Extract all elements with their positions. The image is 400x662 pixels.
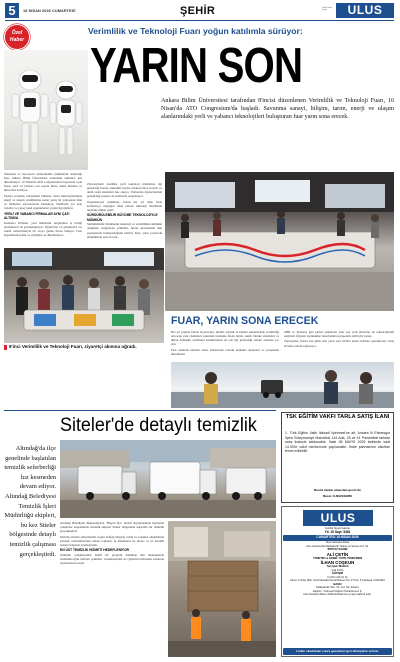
story1-caption — [4, 343, 164, 351]
story1-lead: Ankara Bilim Üniversitesi tarafından 8'incisi düzenlenen Verimlilik ve Teknoloji Fuarı, 16 Nisan'da ATO Congresium'da başladı. Savunma sanayi, bilişim, tarım, enerji ve ulaşım alanlarındaki yerli ve yabancı teknolojileri buluşturan fuar yarın sona erecek. — [161, 98, 394, 120]
imprint-distribution: Dağıtım: Turkuvaz Dağıtım Pazarlama A.Ş. — [312, 589, 363, 593]
imprint-editor-name: İLHAN COŞKUN — [320, 560, 355, 565]
story1-column-1 — [4, 172, 82, 237]
story1-headline: YARIN SON — [90, 39, 303, 93]
robots-photo — [4, 50, 88, 170]
brand-kicker: Günlük Siyasi Gazete — [322, 8, 332, 11]
story2-column-2 — [284, 330, 394, 348]
imprint-recycle-banner: Lütfen okuduktan sonra gazetenizi geri dönüşüme veriniz. — [283, 648, 392, 655]
imprint-news-label: Yazı İşleri Müdürü — [326, 565, 349, 568]
story3-headline: Siteler'de detaylı temizlik — [60, 414, 257, 436]
story1-column-2 — [87, 182, 162, 239]
fair-stand-photo — [165, 172, 394, 311]
story1-subhead: SÜRDÜRÜLEBİLİR BÜYÜME TEKNOLOJİYLE MÜMKÜN — [87, 213, 158, 222]
imprint-body — [283, 527, 392, 534]
imprint-publisher-label: İMTİYAZ SAHİBİ — [327, 548, 348, 551]
imprint-details — [283, 541, 392, 597]
imprint-publisher-name: ALİ ÇETİN — [326, 551, 349, 557]
story2-column-1 — [171, 330, 279, 356]
imprint-date: CUMARTESİ 18 NİSAN 2026 — [283, 535, 392, 541]
ad-title: TSK EĞİTİM VAKFI TARLA SATIŞ İLANI — [285, 414, 390, 420]
badge-line1: Özel — [11, 30, 23, 36]
story1-paragraph: Katılımcı firmalar, yeni ürünlerini sergilerken iş birliği görüşmeleri de gerçekleştiriyor. Öğrenciler ve girişimciler ise sektör temsilcileriyle bir araya gelme fırsatı buluyor. Fuar kapsamında panel ve söyleşiler de düzenleniyor. — [4, 220, 82, 237]
masthead-date: 18 NİSAN 2026 CUMARTESİ — [23, 9, 76, 13]
imprint-address: Adres: Kızılay Mah. Gazi Mustafa Kemal Bulvarı No: 27 Kat: 5 Çankaya / ANKARA — [290, 579, 385, 582]
masthead-rule — [5, 20, 394, 21]
badge-line2: Haber — [9, 37, 25, 43]
story1-subhead: YERLİ VE YABANCI FİRMALAR AYNI ÇATI ALTINDA — [4, 211, 70, 220]
page-number: 5 — [8, 3, 16, 18]
story2-paragraph: ABB ve Siemens gibi global şirketlerin yanı sıra yerli üreticiler de teknolojilerini sergiledi. Öğrenci toplulukları hazırladıkları projelerle ödül için yarıştı. — [284, 330, 394, 339]
imprint-ethics: Ulus Gazetesi Basın Ahlak Esaslarına uymayı taahhüt eder. — [303, 593, 372, 596]
story1-paragraph: Teknoloji ve inovasyon alanlarındaki yeniliklerin tanıtıldığı fuar, Ankara Bilim Üniversitesi tarafından sekizinci kez düzenleniyor. 16 Nisan'da ATO Congresium'da kapılarını açan fuara, yerli ve yabancı çok sayıda firma, kamu kurumu ve üniversite katılıyor. — [4, 172, 82, 193]
imprint-owner-label: Ulus Gazetesi Adına — [325, 541, 350, 544]
story3-paragraph: Mobilya üretim atölyelerinin yoğun olduğu bölgede cadde ve sokaklar süpürülerek yıkandı, kaldırımlardaki atıklar toplandı. İş makineleri ile moloz ve iri hacimli atıklar bölgeden uzaklaştırıldı. — [60, 534, 164, 547]
trucks-photo — [60, 440, 276, 518]
story3-paragraph: Temizlik çalışmalarının belirli bir program dahilinde tüm mahallelerde sürdürüleceğini belirten yetkililer, vatandaşlardan da çöplerini belirlenen saatlerde çıkarmalarını istedi. — [60, 553, 164, 566]
imprint-news-name: Çağ KAYA — [331, 568, 344, 572]
cleanup-workers-photo — [168, 521, 276, 657]
story3-paragraph: Altındağ Belediyesi Başkanlığı'nın "Hijyen İlçe" hedefi doğrultusunda başlatılan çalışmalar kapsamında temizlik ekipleri Siteler bölgesinde kapsamlı bir temizlik gerçekleştirdi. — [60, 521, 164, 534]
imprint-phone: 0 (312) 419 21 21 — [327, 575, 348, 579]
caption-marker — [4, 345, 7, 350]
ad-footer-line1: Resmi ilanlar www.ilan.gov.tr'de — [314, 488, 361, 492]
story2-paragraph: Fuar alanında kurulan demo alanlarında robotik kodlama atölyeleri ve yarışmalar düzenlendi. — [171, 347, 279, 356]
story3-subhead: EN ÜST TEMİZLİK HİZMETİ HEDEFLENİYOR — [60, 548, 130, 553]
story1-paragraph: Sürdürülebilir büyümenin teknoloji ve verimlilikle mümkün olduğunu vurgulayan yetkililer, fuarın ekosistemin tüm paydaşlarını buluşturduğunu belirtti. Fuar, yarın yapılacak etkinliklerle sona erecek. — [87, 222, 162, 239]
ad-footer-line2: Basın: ILN02449950 — [322, 494, 353, 498]
ad-body: 1. Türk Eğitim Vakfı İktisadi İşletmesi'ne ait, Ankara İli Etimesgut İlçesi Süleymaniye Mahallesi 144 Ada, 25 ve 41 Parseldeki tarlalar satış ihaleyle satılacaktır. İhale 08 MAYIS 2026 tarihinde saat 14.00'te vakıf merkezinde yapılacaktır. İhale şartnamesi vakıftan temin edilebilir. — [285, 431, 390, 454]
story1-paragraph: Ziyaretçilerin özellikle yerli teknoloji ürünlerine ilgi gösterdiği fuarda, elektrikli araçlar, insansız hava araçları ve akıllı tarım sistemleri öne çıkıyor. Üniversite öğrencilerinin geliştirdiği projeler de stantlarda sergileniyor. — [87, 182, 162, 199]
story1-paragraph: Organizasyon yetkilileri, fuarın her yıl daha fazla katılımcıya ulaştığını ifade ederek teknoloji üretiminin önemine dikkat çekti. — [87, 199, 162, 212]
imprint-owner-name: Ulus Gazetecilik Matbaacılık Ticaret ve Sanayi Ltd. Şti. — [306, 544, 369, 548]
brand-logo: ULUS — [336, 3, 394, 18]
imprint-phone-label: İLETİŞİM — [332, 572, 343, 575]
story3-column-1 — [60, 521, 164, 565]
story1-paragraph: Fuarda savunma sanayinden bilişime, tarım teknolojilerinden enerji ve ulaşım çözümlerine kadar geniş bir yelpazede ürün ve hizmetler ziyaretçilerle buluşuyor. Stantlarda yer alan robotlar ve yapay zekâ uygulamaları yoğun ilgi görüyor. — [4, 193, 82, 211]
story3-side-lead: Altındağ'da ilçe genelinde başlatılan temizlik seferberliği hız kesmeden devam ediyor. Altındağ Belediyesi Temizlik İşleri Müdürlüğü ekipleri, bu kez Siteler bölgesinde detaylı temizlik çalışması gerçekleştirdi. — [4, 445, 56, 558]
imprint-tagline: Günlük Siyasi Gazete — [325, 527, 350, 530]
imprint-editor-label: YÖNETİM ve GENEL YAYIN YÖNETMENİ — [312, 556, 363, 560]
story1-kicker: Verimlilik ve Teknoloji Fuarı yoğun katılımla sürüyor: — [88, 26, 303, 36]
imprint-print-info: Matbaacılık San. Tic. Ltd. Şti. Ankara — [316, 586, 359, 589]
story2-paragraph: Her yıl yapılan fuarda ziyaretçiler; üretim, lojistik ve hizmet sektörlerinde verimliliği artıracak yeni çözümleri yakından inceleme fırsatı buldu. Akıllı fabrika sistemleri ve dijital dönüşüm çözümleri katılımcıların en çok ilgi gösterdiği alanlar arasında yer aldı. — [171, 330, 279, 347]
section-title: ŞEHİR — [180, 5, 216, 17]
caption-text: 8'inci Verimlilik ve Teknoloji Fuarı, ziyaretçi akınına uğradı. — [9, 343, 137, 349]
robot-demo-photo — [171, 362, 394, 408]
visitors-photo — [4, 248, 164, 343]
imprint-print-label: BASKI — [333, 582, 342, 586]
section-divider — [4, 410, 276, 411]
story2-headline: FUAR, YARIN SONA ERECEK — [171, 315, 319, 327]
imprint-brand: ULUS — [303, 510, 373, 526]
imprint-year-issue: Yıl: 15 Sayı: 5481 — [324, 529, 351, 534]
story2-paragraph: Ziyaretçiler, fuarın son günü olan yarın saat 18.00'e kadar stantları gezebilecek. Giriş ücretsiz olarak sağlanıyor. — [284, 339, 394, 348]
